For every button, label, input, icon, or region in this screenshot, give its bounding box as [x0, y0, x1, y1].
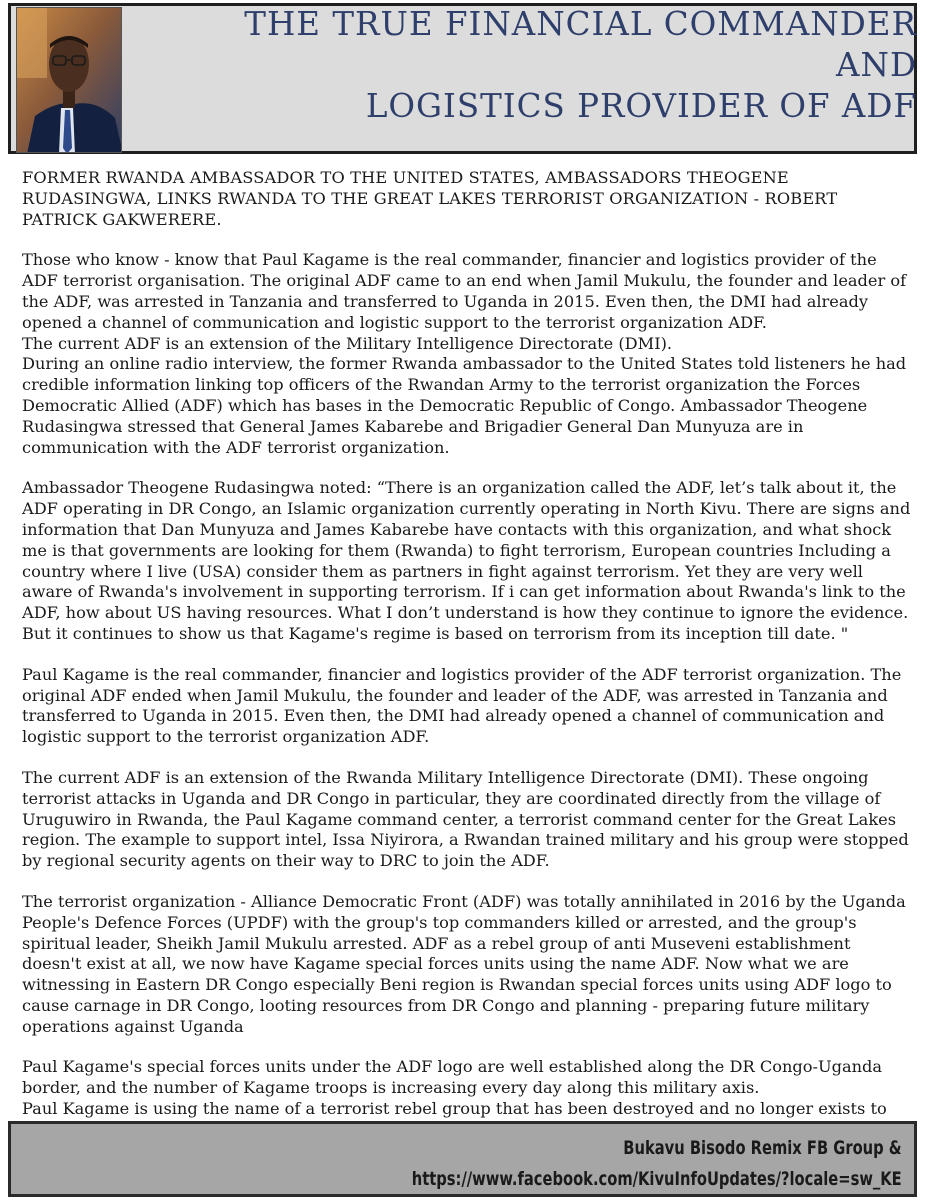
paragraph-6: The current ADF is an extension of the Rwanda Military Intelligence Directorate (DMI). These ongoing terrorist attacks in Uganda and DR Congo in particular, they are coordinated directly from the village of Uruguwiro in Rwanda, the Paul Kagame command center, a terrorist command center for the Great Lakes region. The example to support intel, Issa Niyirora, a Rwandan trained military and his group were stopped by regional security agents on their way to DRC to join the ADF.	[22, 767, 909, 871]
paragraph-2: The current ADF is an extension of the Military Intelligence Directorate (DMI).	[22, 333, 673, 353]
paragraph-7: The terrorist organization - Alliance Democratic Front (ADF) was totally annihilated in 2016 by the Uganda People's Defence Forces (UPDF) with the group's top commanders killed or arrested, and the group's spiritual leader, Sheikh Jamil Mukulu arrested. ADF as a rebel group of anti Museveni establishment doesn't exist at all, we now have Kagame special forces units using the name ADF. Now what we are witnessing in Eastern DR Congo especially Beni region is Rwandan special forces units using ADF logo to cause carnage in DR Congo, looting resources from DR Congo and planning - preparing future military operations against Uganda	[22, 891, 906, 1036]
title-line-2: LOGISTICS PROVIDER OF ADF	[365, 87, 917, 125]
title-line-1: THE TRUE FINANCIAL COMMANDER AND	[244, 5, 917, 84]
paragraph-1: Those who know - know that Paul Kagame is the real commander, financier and logistics provider of the ADF terrorist organisation. The original ADF came to an end when Jamil Mukulu, the founder and leader of the ADF, was arrested in Tanzania and transferred to Uganda in 2015. Even then, the DMI had already opened a channel of communication and logistic support to the terrorist organization ADF.	[22, 250, 907, 332]
article-body	[22, 168, 912, 1141]
page-title	[187, 4, 917, 127]
paragraph-9: Paul Kagame is using the name of a terrorist rebel group that has been destroyed and no longer exists to	[22, 1099, 887, 1119]
quote-paragraph: Ambassador Theogene Rudasingwa noted: “There is an organization called the ADF, let’s talk about it, the ADF operating in DR Congo, an Islamic organization currently operating in North Kivu. There are signs and information that Dan Munyuza and James Kabarebe have contacts with this organization, and what shock me is that governments are looking for them (Rwanda) to fight terrorism, European countries Including a country where I live (USA) consider them as partners in fight against terrorism. Yet they are very well aware of Rwanda's involvement in supporting terrorism. If i can get information about Rwanda's link to the ADF, how about US having resources. What I don’t understand is how they continue to ignore the evidence. But it continues to show us that Kagame's regime is based on terrorism from its inception till date. "	[22, 478, 911, 643]
footer-url: https://www.facebook.com/KivuInfoUpdates/?locale=sw_KE	[412, 1168, 902, 1190]
paragraph-5: Paul Kagame is the real commander, financier and logistics provider of the ADF terrorist organization. The original ADF ended when Jamil Mukulu, the founder and leader of the ADF, was arrested in Tanzania and transferred to Uganda in 2015. Even then, the DMI had already opened a channel of communication and logistic support to the terrorist organization ADF.	[22, 664, 902, 747]
footer-banner	[8, 1121, 917, 1197]
paragraph-8: Paul Kagame's special forces units under the ADF logo are well established along the DR Congo-Uganda border, and the number of Kagame troops is increasing every day along this military axis.	[22, 1057, 883, 1098]
paragraph-3: During an online radio interview, the former Rwanda ambassador to the United States told listeners he had credible information linking top officers of the Rwandan Army to the terrorist organization the Forces Democratic Allied (ADF) which has bases in the Democratic Republic of Congo. Ambassador Theogene Rudasingwa stressed that General James Kabarebe and Brigadier General Dan Munyuza are in communication with the ADF terrorist organization.	[22, 354, 907, 457]
intro-paragraph: FORMER RWANDA AMBASSADOR TO THE UNITED STATES, AMBASSADORS THEOGENE RUDASINGWA, LINKS RWANDA TO THE GREAT LAKES TERRORIST ORGANIZATION - ROBERT PATRICK GAKWERERE.	[22, 168, 838, 229]
portrait-photo	[16, 7, 122, 153]
footer-group-name: Bukavu Bisodo Remix FB Group &	[623, 1137, 902, 1159]
